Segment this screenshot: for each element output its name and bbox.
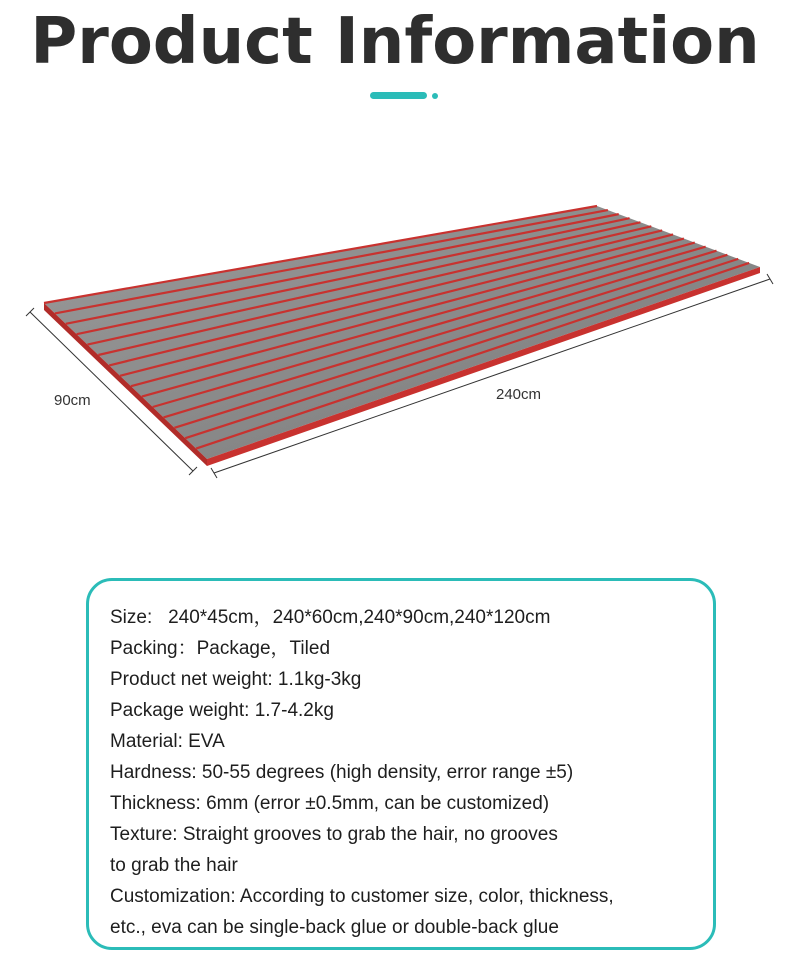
width-dimension-label: 90cm xyxy=(54,392,91,409)
spec-line: Material: EVA xyxy=(110,731,225,752)
spec-line: Hardness: 50-55 degrees (high density, error range ±5) xyxy=(110,762,574,783)
spec-line: Packing：Package，Tiled xyxy=(110,638,331,659)
spec-line: Package weight: 1.7-4.2kg xyxy=(110,700,334,721)
eva-sheet-image xyxy=(0,190,790,500)
length-dimension-label: 240cm xyxy=(496,386,542,403)
page-title: Product Information xyxy=(30,5,760,79)
sheet-surface xyxy=(44,206,760,459)
spec-line: etc., eva can be single-back glue or double-back glue xyxy=(110,917,559,938)
spec-line: Size: 240*45cm，240*60cm,240*90cm,240*120cm xyxy=(110,607,551,628)
title-accent-divider xyxy=(370,92,440,100)
accent-bar xyxy=(370,92,427,99)
spec-line: Customization: According to customer size, color, thickness, xyxy=(110,886,614,907)
spec-line: to grab the hair xyxy=(110,855,238,876)
spec-list xyxy=(110,602,710,943)
accent-dot xyxy=(432,93,438,99)
product-figure xyxy=(0,190,790,500)
spec-line: Texture: Straight grooves to grab the hair, no grooves xyxy=(110,824,558,845)
spec-line: Thickness: 6mm (error ±0.5mm, can be customized) xyxy=(110,793,550,814)
spec-line: Product net weight: 1.1kg-3kg xyxy=(110,669,362,690)
